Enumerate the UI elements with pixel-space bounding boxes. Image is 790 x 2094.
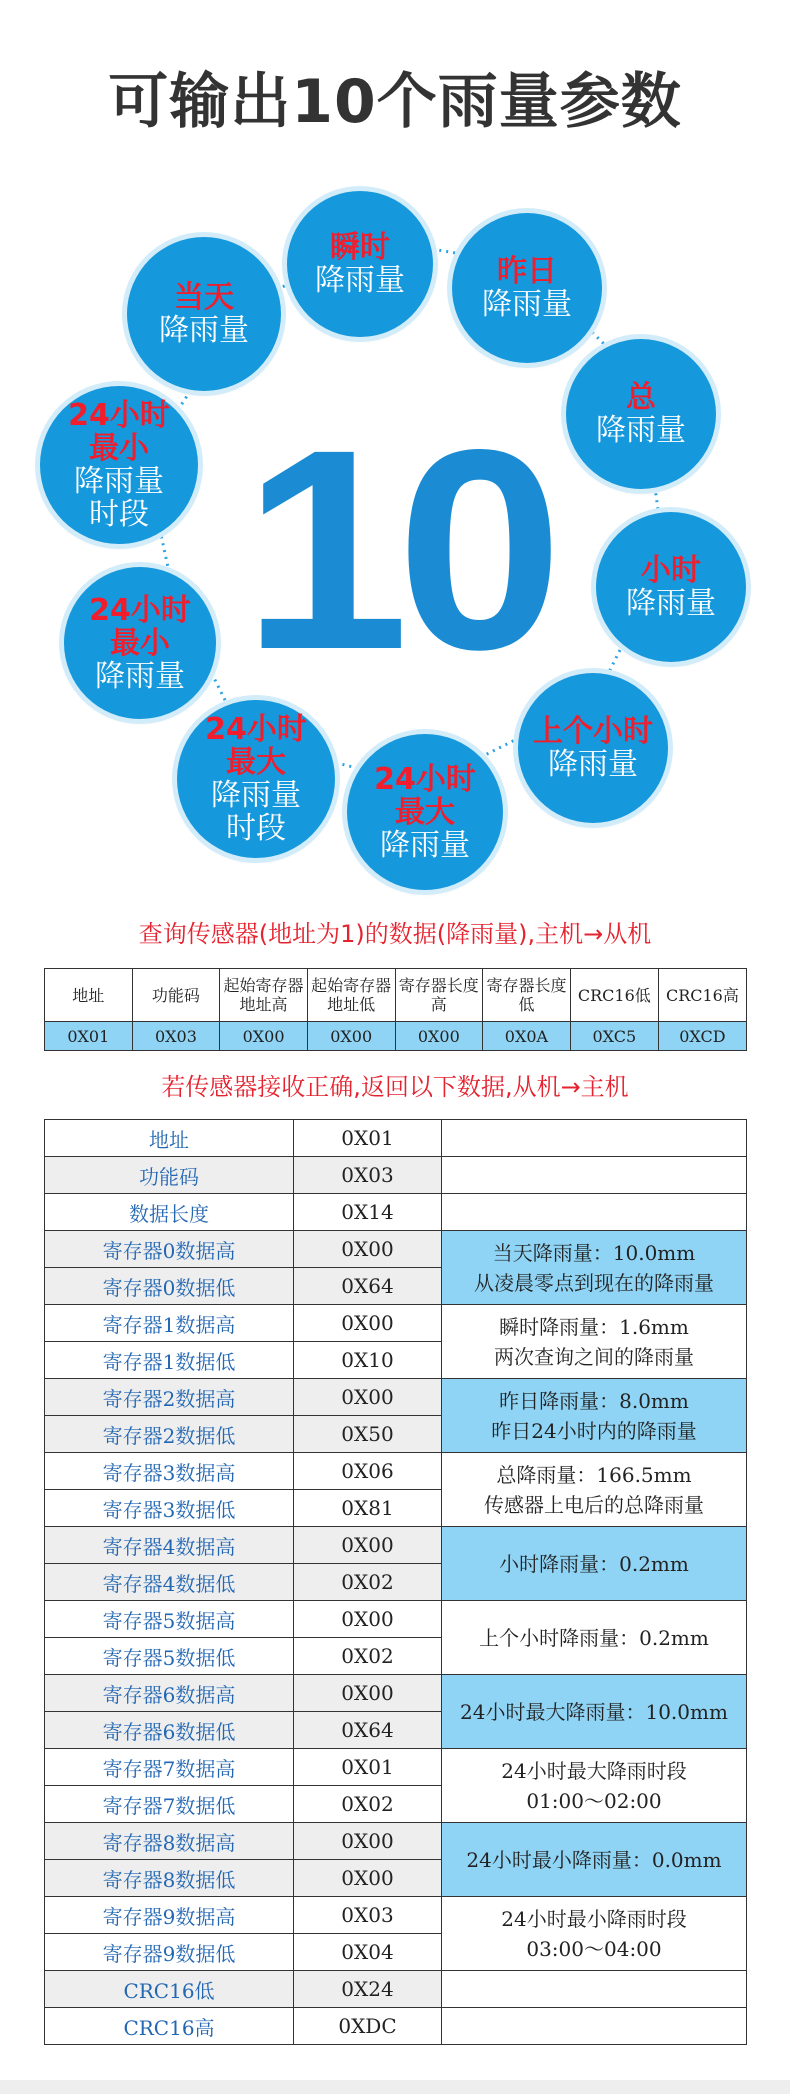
description-empty — [442, 2008, 747, 2045]
footer-bar — [0, 2080, 790, 2094]
query-value-cell: 0X00 — [395, 1022, 483, 1051]
register-name: 寄存器5数据低 — [45, 1638, 294, 1675]
description-cell — [442, 1897, 747, 1971]
register-name: 寄存器6数据高 — [45, 1675, 294, 1712]
bubble-white-text: 降雨量 — [211, 778, 301, 813]
description-line: 24小时最小降雨量：0.0mm — [466, 1847, 722, 1872]
register-value: 0X02 — [294, 1786, 442, 1823]
register-name: 寄存器9数据高 — [45, 1897, 294, 1934]
bubble-24h-max-rainfall — [347, 734, 503, 890]
bubble-instant-rainfall — [287, 191, 433, 337]
bubble-white-text: 降雨量 — [596, 413, 686, 448]
register-name: 功能码 — [45, 1157, 294, 1194]
table-row — [45, 1897, 747, 1934]
query-value-cell: 0XCD — [658, 1022, 746, 1051]
query-value-row — [45, 1022, 747, 1051]
bubble-white-text: 降雨量 — [548, 747, 638, 782]
register-value: 0X00 — [294, 1601, 442, 1638]
description-line: 24小时最大降雨时段 — [501, 1758, 687, 1783]
bubble-hour-rainfall — [596, 512, 746, 662]
register-name: 寄存器3数据低 — [45, 1490, 294, 1527]
bubble-today-rainfall — [127, 237, 281, 391]
register-name: 寄存器7数据低 — [45, 1786, 294, 1823]
bubble-24h-max-period — [177, 700, 335, 858]
table-row — [45, 1527, 747, 1564]
bubble-red-text: 瞬时 — [330, 230, 390, 265]
bubble-red-text: 24小时 最大 — [205, 712, 307, 780]
table-row — [45, 1231, 747, 1268]
register-value: 0X01 — [294, 1749, 442, 1786]
register-value: 0X81 — [294, 1490, 442, 1527]
description-line: 瞬时降雨量：1.6mm — [499, 1314, 689, 1339]
table-row — [45, 1194, 747, 1231]
bubble-white-text: 时段 — [226, 811, 286, 846]
description-line: 24小时最大降雨量：10.0mm — [460, 1699, 728, 1724]
description-cell — [442, 1601, 747, 1675]
description-line: 从凌晨零点到现在的降雨量 — [474, 1270, 714, 1295]
query-value-cell: 0XC5 — [570, 1022, 658, 1051]
register-value: 0X00 — [294, 1305, 442, 1342]
query-value-cell: 0X00 — [307, 1022, 395, 1051]
bubble-red-text: 昨日 — [497, 254, 557, 289]
register-name: 寄存器0数据低 — [45, 1268, 294, 1305]
register-name: 寄存器3数据高 — [45, 1453, 294, 1490]
table-row — [45, 1305, 747, 1342]
register-name: 寄存器4数据低 — [45, 1564, 294, 1601]
description-line: 昨日24小时内的降雨量 — [491, 1418, 697, 1443]
query-value-cell: 0X03 — [132, 1022, 220, 1051]
register-name: CRC16高 — [45, 2008, 294, 2045]
description-cell — [442, 1527, 747, 1601]
register-name: 寄存器8数据高 — [45, 1823, 294, 1860]
bubble-red-text: 24小时 最小 — [68, 398, 170, 466]
register-value: 0X00 — [294, 1675, 442, 1712]
query-value-cell: 0X00 — [220, 1022, 308, 1051]
register-value: 0X04 — [294, 1934, 442, 1971]
bubble-white-text: 降雨量 — [159, 313, 249, 348]
table-row — [45, 1453, 747, 1490]
bubble-yesterday-rainfall — [452, 213, 602, 363]
description-cell — [442, 1305, 747, 1379]
table-row — [45, 1379, 747, 1416]
description-cell — [442, 1379, 747, 1453]
query-header-cell: 寄存器长度高 — [395, 969, 483, 1022]
register-value: 0X06 — [294, 1453, 442, 1490]
register-value: 0X02 — [294, 1638, 442, 1675]
description-cell — [442, 1231, 747, 1305]
table-row — [45, 1601, 747, 1638]
bubble-white-text: 降雨量 — [95, 658, 185, 694]
big-number-ten: 10 — [242, 391, 551, 709]
bubble-24h-min-rainfall — [64, 567, 216, 719]
bubble-white-text: 时段 — [89, 497, 149, 532]
bubble-24h-min-period — [40, 386, 198, 544]
register-value: 0X50 — [294, 1416, 442, 1453]
table-row — [45, 1120, 747, 1157]
register-value: 0X64 — [294, 1712, 442, 1749]
register-name: 寄存器2数据高 — [45, 1379, 294, 1416]
register-value: 0X03 — [294, 1157, 442, 1194]
register-name: 寄存器6数据低 — [45, 1712, 294, 1749]
description-line: 两次查询之间的降雨量 — [494, 1344, 694, 1369]
register-name: 寄存器1数据低 — [45, 1342, 294, 1379]
bubble-red-text: 小时 — [641, 553, 701, 588]
description-empty — [442, 1120, 747, 1157]
bubble-red-text: 上个小时 — [533, 714, 653, 749]
register-value: 0X03 — [294, 1897, 442, 1934]
description-empty — [442, 1194, 747, 1231]
register-name: 数据长度 — [45, 1194, 294, 1231]
table-row — [45, 1749, 747, 1786]
description-cell — [442, 1675, 747, 1749]
query-header-cell: CRC16低 — [570, 969, 658, 1022]
response-caption: 若传感器接收正确,返回以下数据,从机→主机 — [161, 1073, 629, 1101]
register-name: 寄存器5数据高 — [45, 1601, 294, 1638]
description-line: 24小时最小降雨时段 — [501, 1906, 687, 1931]
description-line: 小时降雨量：0.2mm — [499, 1551, 689, 1576]
register-name: 寄存器1数据高 — [45, 1305, 294, 1342]
register-value: 0X00 — [294, 1823, 442, 1860]
description-line: 总降雨量：166.5mm — [496, 1462, 692, 1487]
register-value: 0X24 — [294, 1971, 442, 2008]
bubble-red-text: 总 — [626, 380, 656, 415]
description-cell — [442, 1453, 747, 1527]
bubble-white-text: 降雨量 — [626, 586, 716, 621]
register-name: 寄存器7数据高 — [45, 1749, 294, 1786]
description-line: 上个小时降雨量：0.2mm — [479, 1625, 709, 1650]
response-table — [44, 1119, 747, 2045]
table-row — [45, 2008, 747, 2045]
bubble-red-text: 24小时 最小 — [89, 592, 191, 661]
description-line: 昨日降雨量：8.0mm — [499, 1388, 689, 1413]
page-title: 可输出10个雨量参数 — [108, 67, 682, 137]
description-line: 01:00～02:00 — [526, 1788, 662, 1813]
register-value: 0X02 — [294, 1564, 442, 1601]
bubble-white-text: 降雨量 — [315, 263, 405, 298]
register-name: 寄存器0数据高 — [45, 1231, 294, 1268]
register-name: 寄存器2数据低 — [45, 1416, 294, 1453]
description-line: 当天降雨量：10.0mm — [492, 1240, 696, 1265]
query-header-cell: 寄存器长度低 — [483, 969, 571, 1022]
register-value: 0X01 — [294, 1120, 442, 1157]
query-header-cell: 地址 — [45, 969, 133, 1022]
table-row — [45, 1157, 747, 1194]
query-header-cell: CRC16高 — [658, 969, 746, 1022]
register-name: 地址 — [45, 1120, 294, 1157]
table-row — [45, 1823, 747, 1860]
register-value: 0X00 — [294, 1379, 442, 1416]
description-line: 传感器上电后的总降雨量 — [484, 1492, 704, 1517]
register-value: 0X00 — [294, 1231, 442, 1268]
description-cell — [442, 1823, 747, 1897]
description-empty — [442, 1157, 747, 1194]
query-header-cell: 功能码 — [132, 969, 220, 1022]
register-value: 0XDC — [294, 2008, 442, 2045]
query-caption: 查询传感器(地址为1)的数据(降雨量),主机→从机 — [138, 920, 652, 948]
query-header-cell: 起始寄存器地址低 — [307, 969, 395, 1022]
register-name: 寄存器8数据低 — [45, 1860, 294, 1897]
table-row — [45, 1971, 747, 2008]
query-header-row — [45, 969, 747, 1022]
query-table — [44, 968, 747, 1051]
query-value-cell: 0X01 — [45, 1022, 133, 1051]
query-value-cell: 0X0A — [483, 1022, 571, 1051]
query-header-cell: 起始寄存器地址高 — [220, 969, 308, 1022]
bubble-red-text: 24小时 最大 — [374, 761, 476, 830]
bubble-white-text: 降雨量 — [380, 827, 470, 863]
register-name: 寄存器4数据高 — [45, 1527, 294, 1564]
bubble-white-text: 降雨量 — [74, 464, 164, 499]
register-value: 0X00 — [294, 1527, 442, 1564]
table-row — [45, 1675, 747, 1712]
register-name: 寄存器9数据低 — [45, 1934, 294, 1971]
bubble-total-rainfall — [566, 339, 716, 489]
register-name: CRC16低 — [45, 1971, 294, 2008]
register-value: 0X14 — [294, 1194, 442, 1231]
bubble-last-hour-rainfall — [518, 673, 668, 823]
description-line: 03:00～04:00 — [526, 1936, 662, 1961]
description-empty — [442, 1971, 747, 2008]
register-value: 0X64 — [294, 1268, 442, 1305]
bubble-white-text: 降雨量 — [482, 287, 572, 322]
register-value: 0X00 — [294, 1860, 442, 1897]
register-value: 0X10 — [294, 1342, 442, 1379]
description-cell — [442, 1749, 747, 1823]
parameter-ring — [0, 0, 790, 900]
bubble-red-text: 当天 — [174, 280, 234, 315]
